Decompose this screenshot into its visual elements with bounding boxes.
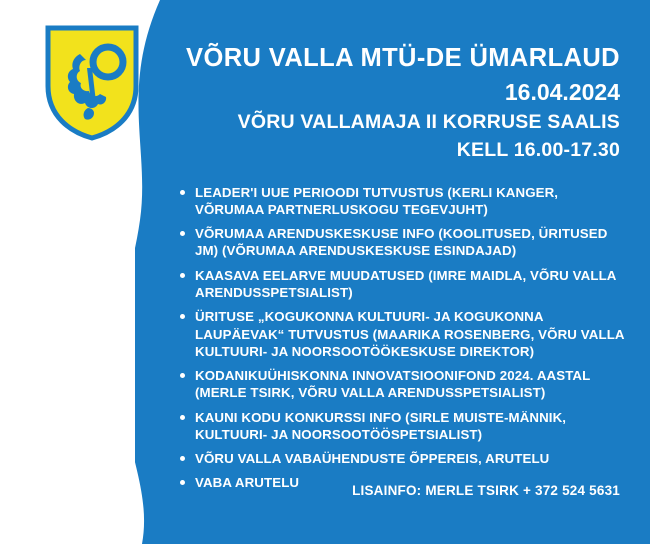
list-item bbox=[178, 184, 628, 219]
agenda-list bbox=[160, 184, 638, 492]
bullet-icon bbox=[180, 373, 185, 378]
event-location: VÕRU VALLAMAJA II KORRUSE SAALIS bbox=[237, 110, 620, 133]
list-item bbox=[178, 409, 628, 444]
agenda-item-text: VÕRU VALLA VABAÜHENDUSTE ÕPPEREIS, ARUTELU bbox=[195, 451, 550, 467]
list-item bbox=[178, 225, 628, 260]
page-title: VÕRU VALLA MTÜ-DE ÜMARLAUD bbox=[186, 44, 620, 72]
bullet-icon bbox=[180, 190, 185, 195]
agenda-item-text: KAASAVA EELARVE MUUDATUSED (IMRE MAIDLA, VÕRU VALLA ARENDUSSPETSIALIST) bbox=[195, 267, 616, 300]
agenda-item-text: VABA ARUTELU bbox=[195, 475, 300, 491]
bullet-icon bbox=[180, 231, 185, 236]
agenda-item-text: VÕRUMAA ARENDUSKESKUSE INFO (KOOLITUSED, ÜRITUSED JM) (VÕRUMAA ARENDUSKESKUSE ESINDAJAD) bbox=[195, 226, 608, 259]
list-item bbox=[178, 367, 628, 402]
voru-vald-coat-of-arms-icon bbox=[44, 24, 140, 142]
poster-content bbox=[160, 0, 638, 544]
event-date: 16.04.2024 bbox=[504, 78, 620, 105]
list-item bbox=[178, 308, 628, 360]
bullet-icon bbox=[180, 314, 185, 319]
agenda-item-text: ÜRITUSE „KOGUKONNA KULTUURI- JA KOGUKONNA LAUPÄEVAK“ TUTVUSTUS (MAARIKA ROSENBERG, VÕRU VALLA KULTUURI- JA NOORSOOTÖÖKESKUSE DIREKTOR) bbox=[195, 309, 625, 359]
list-item bbox=[178, 267, 628, 302]
bullet-icon bbox=[180, 456, 185, 461]
bullet-icon bbox=[180, 415, 185, 420]
bullet-icon bbox=[180, 480, 185, 485]
heading-block bbox=[160, 0, 638, 162]
agenda-item-text: KODANIKUÜHISKONNA INNOVATSIOONIFOND 2024. AASTAL (MERLE TSIRK, VÕRU VALLA ARENDUSSPETSIALIST) bbox=[195, 368, 591, 401]
bullet-icon bbox=[180, 273, 185, 278]
agenda-item-text: KAUNI KODU KONKURSSI INFO (SIRLE MUISTE-MÄNNIK, KULTUURI- JA NOORSOOTÖÖSPETSIALIST) bbox=[195, 409, 567, 442]
agenda-item-text: LEADER'I UUE PERIOODI TUTVUSTUS (KERLI KANGER, VÕRUMAA PARTNERLUSKOGU TEGEVJUHT) bbox=[195, 184, 559, 217]
contact-info: LISAINFO: MERLE TSIRK + 372 524 5631 bbox=[352, 483, 620, 498]
list-item bbox=[178, 450, 628, 467]
event-time: KELL 16.00-17.30 bbox=[456, 138, 620, 161]
